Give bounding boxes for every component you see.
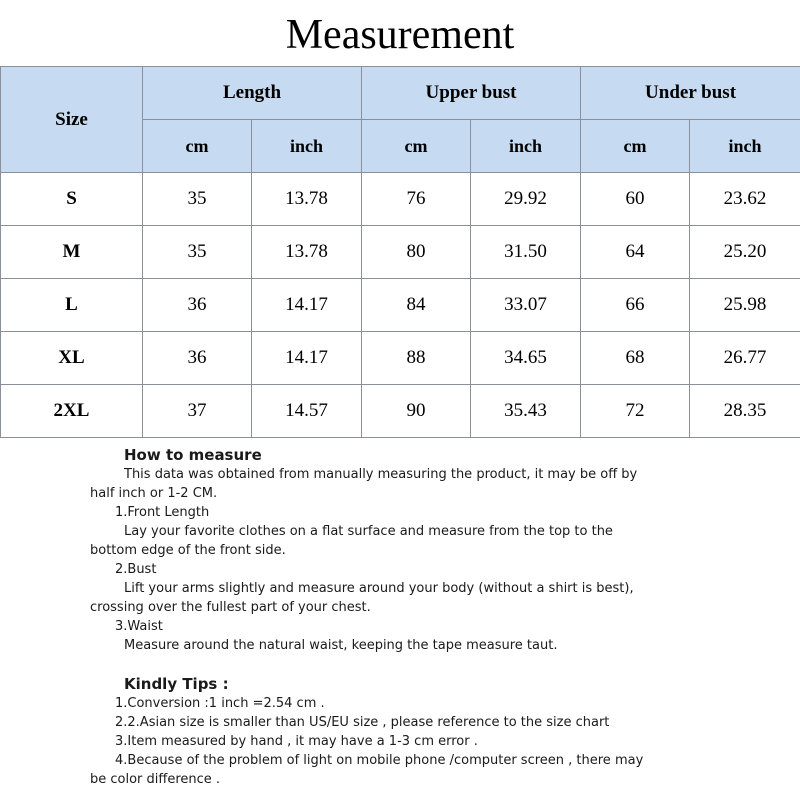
tip-item: 1.Conversion :1 inch =2.54 cm .: [115, 696, 325, 711]
waist-text: Measure around the natural waist, keeping the tape measure taut.: [124, 638, 558, 653]
table-cell: 26.77: [690, 332, 800, 385]
size-cell: XL: [1, 332, 143, 385]
table-cell: 36: [143, 332, 252, 385]
size-cell: 2XL: [1, 385, 143, 438]
table-cell: 35.43: [471, 385, 581, 438]
tip-item: be color difference .: [90, 772, 221, 787]
page-title: Measurement: [285, 12, 515, 58]
table-cell: 37: [143, 385, 252, 438]
table-cell: 13.78: [252, 173, 362, 226]
front-length-title: 1.Front Length: [115, 505, 210, 520]
table-cell: 68: [581, 332, 690, 385]
table-cell: 84: [362, 279, 471, 332]
length-group-header: Length: [143, 67, 362, 120]
size-cell: L: [1, 279, 143, 332]
table-cell: 14.17: [252, 279, 362, 332]
upper-bust-group-header: Upper bust: [362, 67, 581, 120]
intro-text: half inch or 1-2 CM.: [90, 486, 218, 501]
waist-title: 3.Waist: [115, 619, 163, 634]
unit-header: inch: [471, 120, 581, 173]
size-cell: M: [1, 226, 143, 279]
how-to-measure-heading: How to measure: [124, 446, 262, 464]
table-cell: 33.07: [471, 279, 581, 332]
table-cell: 31.50: [471, 226, 581, 279]
table-row: [1, 332, 800, 385]
bust-text: crossing over the fullest part of your chest.: [90, 600, 371, 615]
unit-header: inch: [252, 120, 362, 173]
table-row: [1, 173, 800, 226]
tip-item: 2.2.Asian size is smaller than US/EU size , please reference to the size chart: [115, 715, 610, 730]
kindly-tips-heading: Kindly Tips :: [124, 675, 229, 693]
table-group-header-row: [1, 67, 800, 120]
table-cell: 34.65: [471, 332, 581, 385]
table-cell: 23.62: [690, 173, 800, 226]
table-cell: 14.17: [252, 332, 362, 385]
table-cell: 88: [362, 332, 471, 385]
unit-header: inch: [690, 120, 800, 173]
table-cell: 28.35: [690, 385, 800, 438]
table-cell: 36: [143, 279, 252, 332]
under-bust-group-header: Under bust: [581, 67, 800, 120]
bust-text: Lift your arms slightly and measure around your body (without a shirt is best),: [124, 581, 634, 596]
measurement-notes: [90, 446, 790, 789]
table-cell: 72: [581, 385, 690, 438]
front-length-text: Lay your favorite clothes on a flat surface and measure from the top to the: [124, 524, 613, 539]
tip-item: 3.Item measured by hand , it may have a 1-3 cm error .: [115, 734, 478, 749]
table-cell: 80: [362, 226, 471, 279]
table-cell: 25.20: [690, 226, 800, 279]
table-cell: 14.57: [252, 385, 362, 438]
table-row: [1, 226, 800, 279]
size-column-header: Size: [1, 67, 143, 173]
table-cell: 13.78: [252, 226, 362, 279]
table-row: [1, 385, 800, 438]
unit-header: cm: [362, 120, 471, 173]
table-cell: 66: [581, 279, 690, 332]
table-row: [1, 279, 800, 332]
size-chart-table: [0, 66, 800, 438]
table-cell: 60: [581, 173, 690, 226]
table-cell: 76: [362, 173, 471, 226]
table-cell: 64: [581, 226, 690, 279]
table-cell: 90: [362, 385, 471, 438]
unit-header: cm: [581, 120, 690, 173]
table-cell: 35: [143, 173, 252, 226]
table-cell: 29.92: [471, 173, 581, 226]
table-cell: 35: [143, 226, 252, 279]
tip-item: 4.Because of the problem of light on mobile phone /computer screen , there may: [115, 753, 644, 768]
bust-title: 2.Bust: [115, 562, 157, 577]
unit-header: cm: [143, 120, 252, 173]
front-length-text: bottom edge of the front side.: [90, 543, 286, 558]
intro-text: This data was obtained from manually measuring the product, it may be off by: [124, 467, 638, 482]
size-cell: S: [1, 173, 143, 226]
table-cell: 25.98: [690, 279, 800, 332]
